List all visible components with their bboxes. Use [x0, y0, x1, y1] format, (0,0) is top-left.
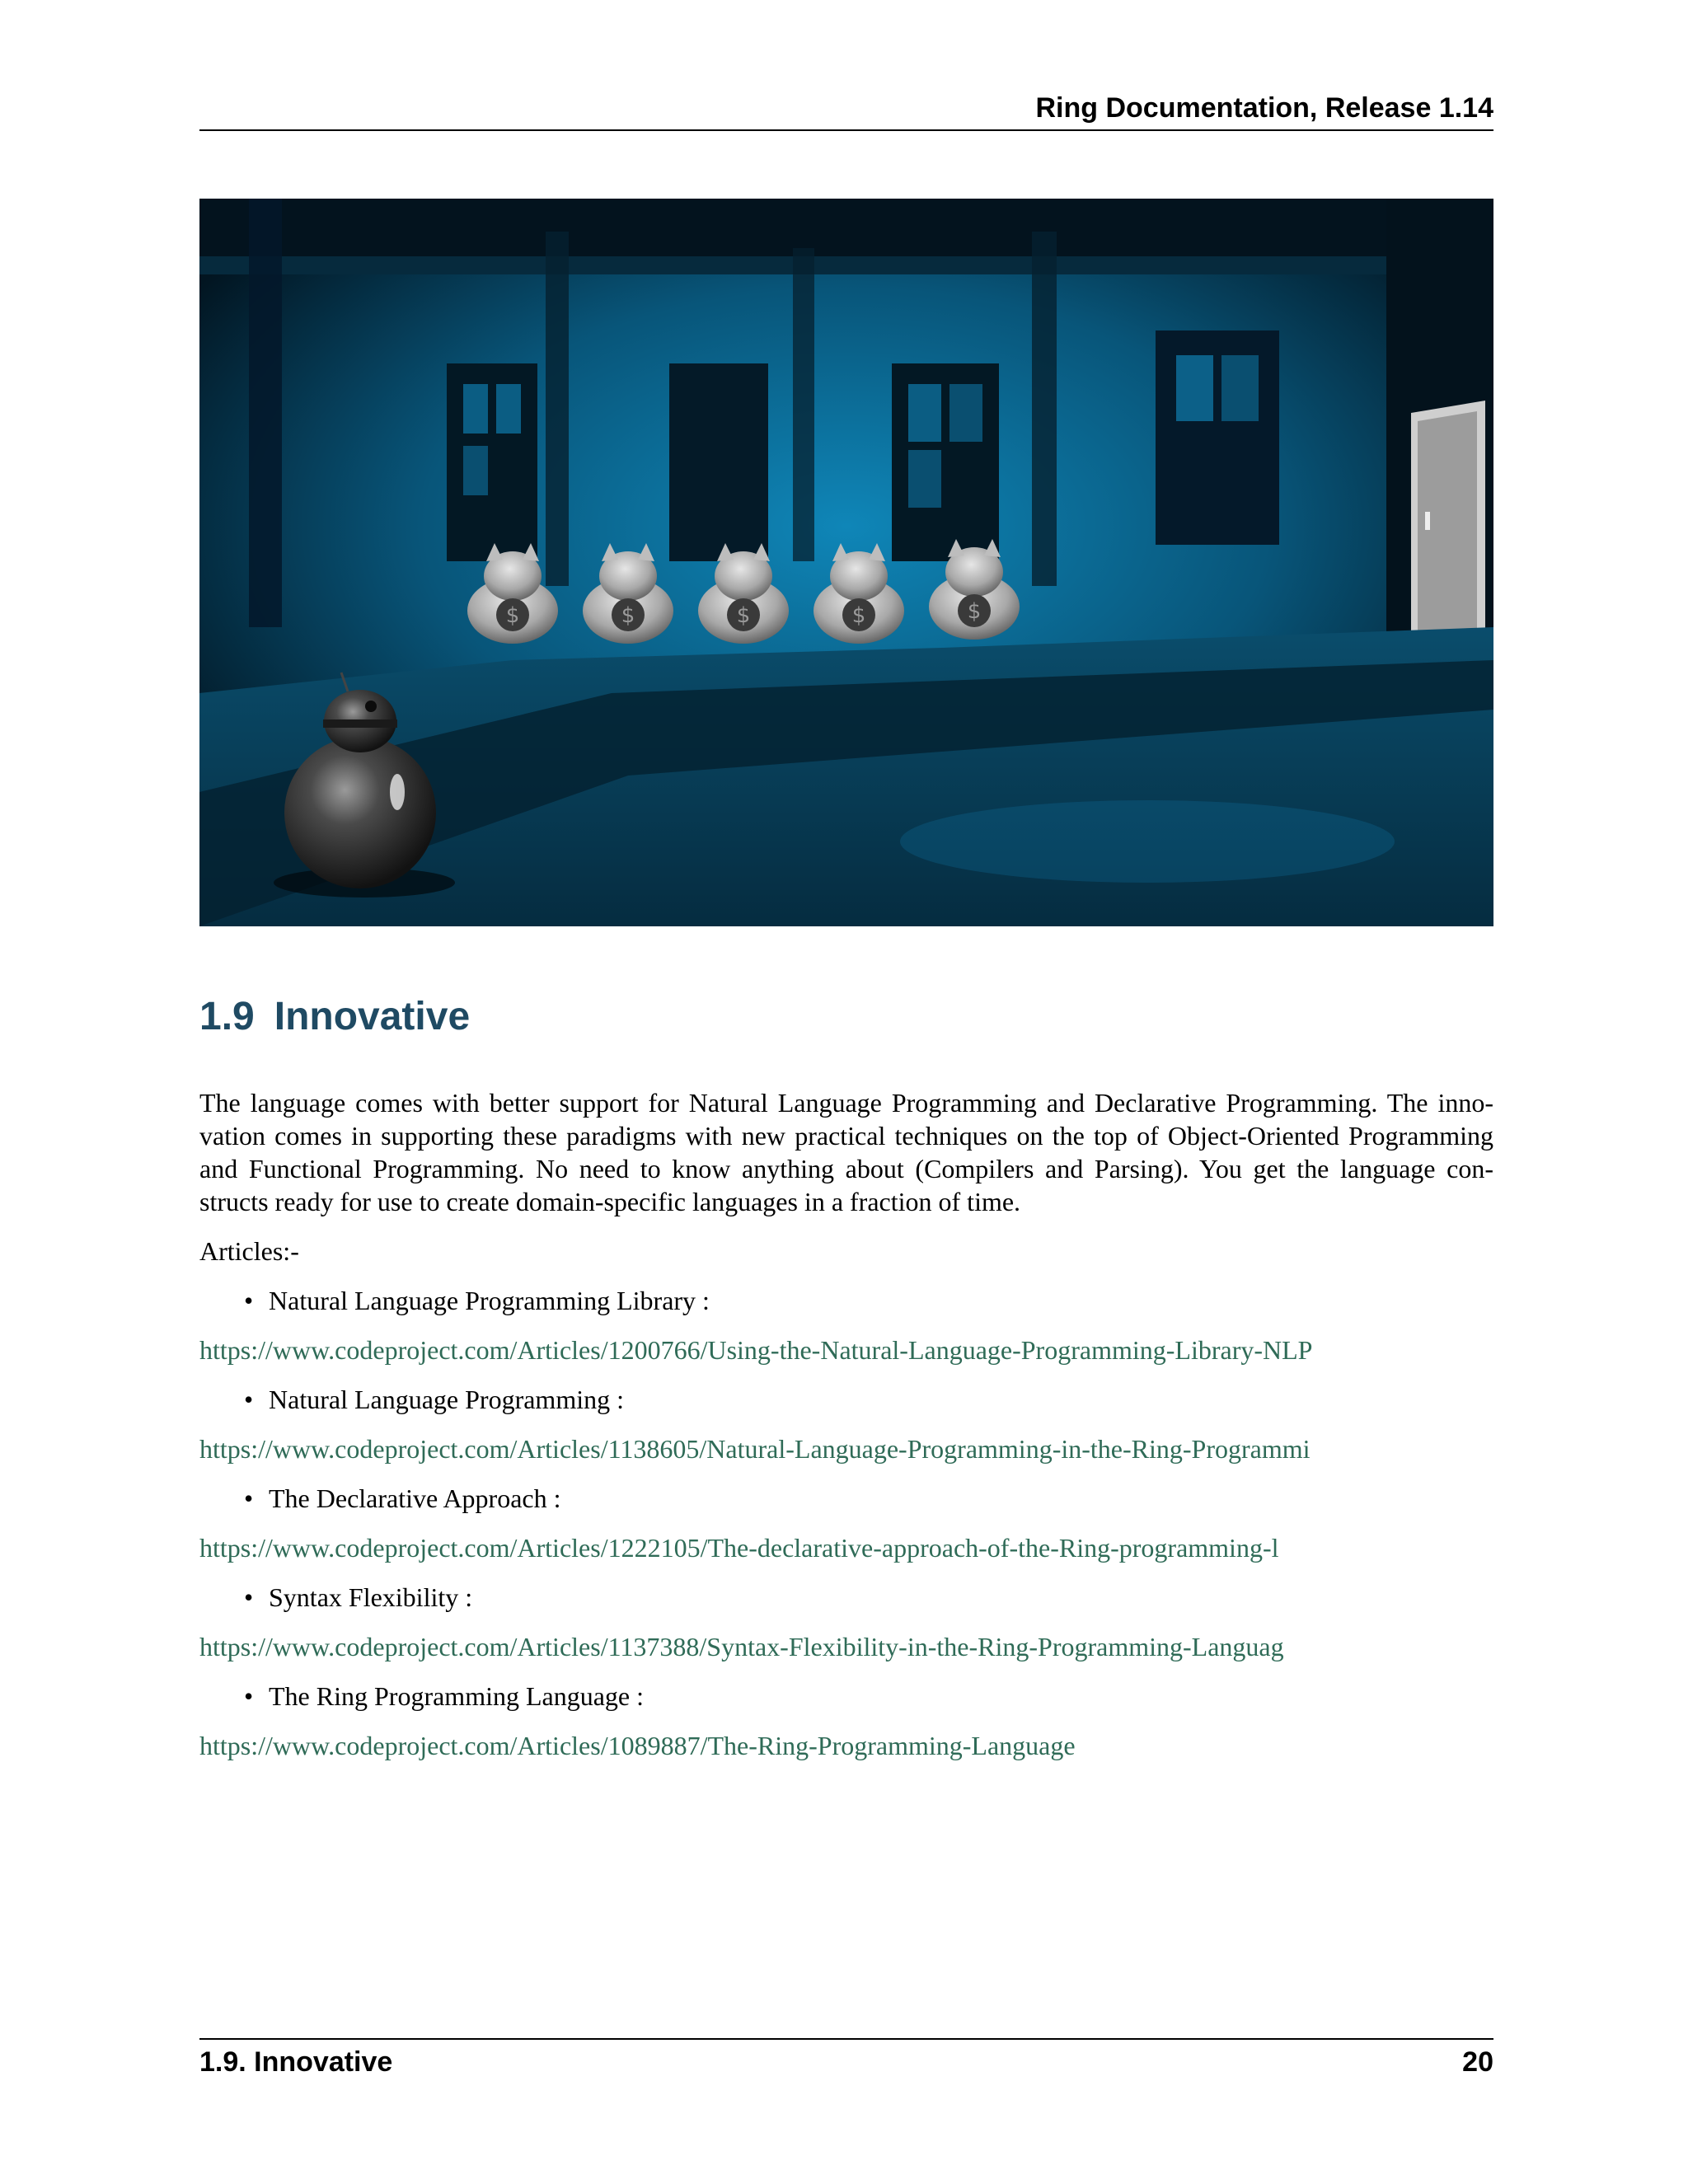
article-item	[244, 1581, 472, 1614]
article-item	[244, 1680, 644, 1713]
paragraph-line: vation comes in supporting these paradigms with new practical techniques on the top of Object-Oriented Programming	[199, 1121, 1493, 1151]
article-label: Natural Language Programming :	[269, 1385, 624, 1414]
section-heading	[199, 994, 470, 1039]
paragraph-line: and Functional Programming. No need to know anything about (Compilers and Parsing). You get the language con-	[199, 1154, 1493, 1183]
svg-text:$: $	[851, 603, 866, 628]
article-label: Syntax Flexibility :	[269, 1582, 473, 1612]
bullet-icon: •	[244, 1286, 254, 1315]
bullet-icon: •	[244, 1681, 254, 1711]
article-item	[244, 1284, 710, 1317]
window-center	[892, 363, 999, 561]
articles-label: Articles:-	[199, 1236, 299, 1266]
section-title: Innovative	[274, 995, 471, 1038]
header-rule	[199, 129, 1493, 131]
footer-rule	[199, 2038, 1493, 2040]
window-right	[1156, 330, 1279, 545]
article-label: The Ring Programming Language :	[269, 1681, 645, 1711]
article-link[interactable]: https://www.codeproject.com/Articles/1222105/The-declarative-approach-of-the-Ring-programming-l	[199, 1533, 1279, 1563]
svg-text:$: $	[736, 603, 751, 628]
article-label: Natural Language Programming Library :	[269, 1286, 710, 1315]
paragraph-line: The language comes with better support for Natural Language Programming and Declarative Programming. The inno-	[199, 1088, 1493, 1118]
article-link[interactable]: https://www.codeproject.com/Articles/1138605/Natural-Language-Programming-in-the-Ring-Programmi	[199, 1434, 1311, 1464]
article-link[interactable]: https://www.codeproject.com/Articles/1200766/Using-the-Natural-Language-Programming-Library-NLP	[199, 1335, 1313, 1365]
running-header-title: Ring Documentation, Release 1.14	[1035, 92, 1493, 124]
article-link[interactable]: https://www.codeproject.com/Articles/1137388/Syntax-Flexibility-in-the-Ring-Programming-Languag	[199, 1632, 1284, 1661]
intro-paragraph	[199, 1086, 1493, 1218]
svg-text:$: $	[621, 603, 635, 628]
article-item	[244, 1482, 561, 1515]
section-number: 1.9	[199, 995, 255, 1038]
page-number: 20	[1462, 2046, 1493, 2078]
window-left	[447, 363, 537, 561]
svg-text:$: $	[505, 603, 520, 628]
bullet-icon: •	[244, 1385, 254, 1414]
scene-figure	[199, 199, 1493, 926]
bullet-icon: •	[244, 1483, 254, 1513]
svg-text:$: $	[967, 599, 982, 624]
scene-image	[199, 199, 1493, 926]
footer-section-label: 1.9. Innovative	[199, 2046, 393, 2078]
article-link[interactable]: https://www.codeproject.com/Articles/1089887/The-Ring-Programming-Language	[199, 1731, 1076, 1760]
article-item	[244, 1383, 624, 1416]
bullet-icon: •	[244, 1582, 254, 1612]
article-label: The Declarative Approach :	[269, 1483, 561, 1513]
paragraph-line: structs ready for use to create domain-specific languages in a fraction of time.	[199, 1187, 1021, 1216]
